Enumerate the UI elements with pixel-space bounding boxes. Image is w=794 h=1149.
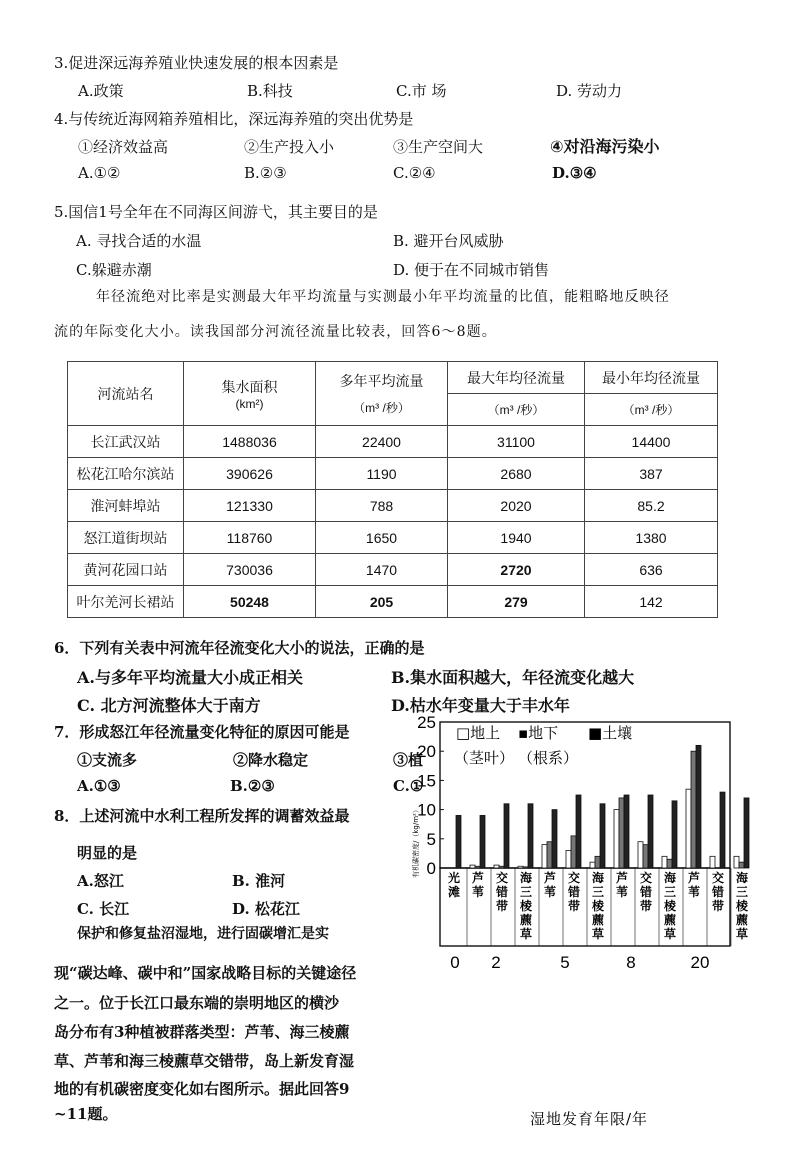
- cell-station: 黄河花园口站: [68, 554, 184, 586]
- runoff-table: [67, 361, 718, 618]
- bar-地上: [590, 862, 595, 868]
- q6-option-b[interactable]: B.集水面积越大，年径流变化越大: [391, 668, 635, 687]
- category-label-char: 错: [639, 885, 653, 899]
- y-tick-label: 0: [426, 859, 436, 878]
- category-label-char: 带: [567, 899, 581, 913]
- q3-option-d[interactable]: D. 劳动力: [556, 82, 623, 100]
- category-label-char: 带: [639, 899, 653, 913]
- q5-option-b[interactable]: B. 避开台风威胁: [393, 232, 504, 250]
- y-tick-label: 10: [417, 800, 436, 820]
- x-tick-label: 20: [690, 953, 710, 972]
- category-label-char: 芦: [471, 871, 485, 885]
- category-label-char: 海: [663, 871, 677, 885]
- bar-土壤: [456, 815, 461, 868]
- legend-underground: ▪地下: [518, 724, 559, 742]
- cell-station: 淮河蚌埠站: [68, 490, 184, 522]
- cell-area: 121330: [184, 490, 316, 522]
- cell-area: 50248: [184, 586, 316, 618]
- cell-avg: 22400: [316, 426, 448, 458]
- q8-option-d[interactable]: D. 松花江: [232, 900, 300, 918]
- x-axis-label: 湿地发育年限/年: [530, 1110, 649, 1128]
- q4-option-d[interactable]: D.③④: [552, 164, 597, 182]
- y-tick-label: 5: [426, 829, 436, 849]
- header-avg-label: 多年平均流量: [339, 374, 424, 390]
- q4-option-b[interactable]: B.②③: [244, 164, 287, 182]
- bar-地上: [494, 865, 499, 868]
- category-label-char: 三: [663, 885, 677, 899]
- bar-土壤: [504, 804, 509, 868]
- bar-土壤: [576, 795, 581, 868]
- header-area-unit: (km²): [235, 396, 264, 411]
- cell-min: 142: [585, 586, 718, 618]
- q4-stem: 4.与传统近海网箱养殖相比，深远海养殖的突出优势是: [54, 110, 414, 128]
- cell-max: 31100: [448, 426, 585, 458]
- bar-地下: [499, 866, 504, 868]
- category-label-char: 藨: [519, 913, 533, 927]
- category-label-char: 苇: [543, 885, 557, 899]
- header-min-unit: （m³ /秒）: [585, 394, 718, 426]
- cell-station: 长江武汉站: [68, 426, 184, 458]
- cell-max: 2680: [448, 458, 585, 490]
- category-label-char: 错: [567, 885, 581, 899]
- intro2-line-1: 保护和修复盐沼湿地，进行固碳增汇是实: [77, 926, 329, 942]
- y-tick-label: 15: [417, 771, 436, 791]
- category-label-char: 海: [591, 871, 605, 885]
- bar-地下: [643, 845, 648, 868]
- q8-option-b[interactable]: B. 淮河: [232, 872, 286, 890]
- cell-max: 1940: [448, 522, 585, 554]
- category-label-char: 草: [591, 927, 605, 941]
- category-label-char: 错: [711, 885, 725, 899]
- cell-avg: 205: [316, 586, 448, 618]
- bar-土壤: [528, 804, 533, 868]
- category-label-char: 带: [711, 899, 725, 913]
- cell-min: 85.2: [585, 490, 718, 522]
- category-label-char: 交: [495, 871, 509, 885]
- bar-地上: [686, 789, 691, 868]
- q6-option-d[interactable]: D.枯水年变量大于丰水年: [391, 696, 570, 715]
- header-area-label: 集水面积: [221, 379, 278, 396]
- q4-option-c[interactable]: C.②④: [393, 164, 436, 182]
- table-row: [68, 426, 718, 458]
- cell-min: 387: [585, 458, 718, 490]
- cell-max: 279: [448, 586, 585, 618]
- bar-土壤: [744, 798, 749, 868]
- bar-土壤: [648, 795, 653, 868]
- category-label-char: 三: [735, 885, 749, 899]
- q5-option-c[interactable]: C.躲避赤潮: [76, 261, 152, 279]
- q8-option-a[interactable]: A.怒江: [77, 872, 124, 890]
- header-avg: [316, 362, 448, 426]
- q8-option-c[interactable]: C. 长江: [77, 900, 130, 918]
- q5-stem: 5.国信1号全年在不同海区间游弋，其主要目的是: [54, 203, 378, 221]
- bar-地下: [571, 836, 576, 868]
- bar-地上: [542, 845, 547, 868]
- bar-地下: [523, 867, 528, 868]
- bar-地下: [739, 862, 744, 868]
- header-station: 河流站名: [68, 362, 184, 426]
- bar-地下: [667, 859, 672, 868]
- cell-min: 636: [585, 554, 718, 586]
- cell-area: 390626: [184, 458, 316, 490]
- category-label-char: 藨: [663, 913, 677, 927]
- category-label-char: 芦: [687, 871, 701, 885]
- bar-地下: [547, 842, 552, 868]
- bar-地上: [566, 850, 571, 868]
- legend-sub-underground: （根系）: [518, 749, 579, 767]
- q5-option-a[interactable]: A. 寻找合适的水温: [76, 232, 202, 250]
- header-max: 最大年均径流量: [448, 362, 585, 394]
- q6-option-c[interactable]: C. 北方河流整体大于南方: [77, 696, 261, 715]
- q4-option-a[interactable]: A.①②: [78, 164, 121, 182]
- intro-paragraph-line-1: 年径流绝对比率是实测最大年平均流量与实测最小年平均流量的比值，能粗略地反映径: [96, 289, 670, 305]
- category-label-char: 藨: [591, 913, 605, 927]
- q5-option-d[interactable]: D. 便于在不同城市销售: [393, 261, 550, 279]
- y-axis-label: 有机碳密度/（kg/m²）: [412, 806, 420, 878]
- intro2-line-2: 现“碳达峰、碳中和”国家战略目标的关键途径: [54, 964, 357, 982]
- bar-土壤: [480, 815, 485, 868]
- bar-地上: [470, 865, 475, 868]
- x-tick-label: 5: [560, 953, 570, 972]
- category-label-char: 苇: [687, 885, 701, 899]
- table-row: [68, 586, 718, 618]
- cell-area: 118760: [184, 522, 316, 554]
- bar-地下: [619, 798, 624, 868]
- legend-soil: ■土壤: [588, 724, 633, 742]
- q7-item-3: ③植: [393, 751, 424, 769]
- x-tick-label: 8: [626, 953, 636, 972]
- q6-option-a[interactable]: A.与多年平均流量大小成正相关: [77, 668, 303, 687]
- q3-stem: 3.促进深远海养殖业快速发展的根本因素是: [54, 54, 339, 72]
- category-label-char: 芦: [543, 871, 557, 885]
- category-label-char: 棱: [663, 899, 677, 913]
- cell-station: 怒江道街坝站: [68, 522, 184, 554]
- category-label-char: 草: [519, 927, 533, 941]
- cell-avg: 1470: [316, 554, 448, 586]
- header-avg-unit: （m³ /秒）: [353, 401, 410, 415]
- category-label-char: 棱: [591, 899, 605, 913]
- q7-item-1: ①支流多: [77, 751, 138, 769]
- category-label-char: 芦: [615, 871, 629, 885]
- category-label-char: 海: [735, 871, 749, 885]
- category-label-char: 交: [567, 871, 581, 885]
- bar-地上: [662, 856, 667, 868]
- bar-地上: [710, 856, 715, 868]
- category-label-char: 滩: [447, 885, 461, 899]
- q4-item-4: ④对沿海污染小: [550, 137, 660, 156]
- category-label-char: 苇: [615, 885, 629, 899]
- cell-avg: 1650: [316, 522, 448, 554]
- cell-max: 2020: [448, 490, 585, 522]
- q7-item-2: ②降水稳定: [233, 751, 309, 769]
- bar-土壤: [672, 801, 677, 868]
- q7-option-c[interactable]: C.①: [393, 777, 424, 795]
- category-label-char: 三: [591, 885, 605, 899]
- header-max-unit: （m³ /秒）: [448, 394, 585, 426]
- intro2-line-6: 地的有机碳密度变化如右图所示。据此回答9: [54, 1080, 350, 1098]
- category-label-char: 交: [639, 871, 653, 885]
- cell-station: 叶尔羌河长裙站: [68, 586, 184, 618]
- q7-stem: 7．形成怒江年径流量变化特征的原因可能是: [54, 723, 350, 741]
- table-row: [68, 490, 718, 522]
- category-label-char: 带: [495, 899, 509, 913]
- table-row: [68, 522, 718, 554]
- table-row: [68, 458, 718, 490]
- cell-min: 1380: [585, 522, 718, 554]
- bar-土壤: [720, 792, 725, 868]
- q4-item-2: ②生产投入小: [244, 138, 335, 156]
- intro2-line-5: 草、芦苇和海三棱藨草交错带，岛上新发育湿: [54, 1052, 355, 1070]
- legend-ground: □地上: [456, 724, 501, 742]
- q7-option-a[interactable]: A.①③: [77, 777, 121, 795]
- q3-option-a[interactable]: A.政策: [78, 82, 124, 100]
- category-label-char: 棱: [735, 899, 749, 913]
- category-label-char: 棱: [519, 899, 533, 913]
- category-label-char: 交: [711, 871, 725, 885]
- q8-stem: 8．上述河流中水利工程所发挥的调蓄效益最: [54, 807, 350, 825]
- legend-sub-ground: （茎叶）: [454, 749, 515, 767]
- x-tick-label: 2: [491, 953, 501, 972]
- cell-area: 730036: [184, 554, 316, 586]
- category-label-char: 苇: [471, 885, 485, 899]
- intro2-line-7: ~11题。: [54, 1105, 118, 1123]
- carbon-density-chart: [410, 708, 750, 1128]
- category-label-char: 光: [447, 871, 461, 885]
- bar-土壤: [696, 745, 701, 868]
- y-tick-label: 20: [417, 742, 436, 762]
- q4-item-3: ③生产空间大: [393, 138, 484, 156]
- table-row: [68, 554, 718, 586]
- category-label-char: 草: [735, 927, 749, 941]
- intro2-line-3: 之一。位于长江口最东端的崇明地区的横沙: [54, 994, 340, 1012]
- cell-station: 松花江哈尔滨站: [68, 458, 184, 490]
- header-area: [184, 362, 316, 426]
- intro2-line-4: 岛分布有3种植被群落类型：芦苇、海三棱藨: [54, 1023, 350, 1041]
- category-label-char: 海: [519, 871, 533, 885]
- q4-item-1: ①经济效益高: [78, 138, 169, 156]
- x-tick-label: 0: [450, 953, 460, 972]
- q6-stem: 6．下列有关表中河流年径流变化大小的说法，正确的是: [54, 639, 425, 657]
- q3-option-c[interactable]: C.市 场: [396, 82, 447, 100]
- category-label-char: 草: [663, 927, 677, 941]
- bar-地上: [614, 810, 619, 868]
- category-label-char: 三: [519, 885, 533, 899]
- bar-地上: [518, 866, 523, 868]
- bar-地下: [475, 866, 480, 868]
- header-min: 最小年均径流量: [585, 362, 718, 394]
- q8-stem-cont: 明显的是: [77, 844, 138, 862]
- cell-min: 14400: [585, 426, 718, 458]
- category-label-char: 错: [495, 885, 509, 899]
- bar-地上: [638, 842, 643, 868]
- intro-paragraph-line-2: 流的年际变化大小。读我国部分河流径流量比较表，回答6～8题。: [54, 324, 497, 340]
- y-tick-label: 25: [417, 713, 436, 732]
- cell-avg: 788: [316, 490, 448, 522]
- bar-土壤: [600, 804, 605, 868]
- cell-max: 2720: [448, 554, 585, 586]
- bar-地下: [691, 751, 696, 868]
- bar-地下: [595, 856, 600, 868]
- cell-avg: 1190: [316, 458, 448, 490]
- bar-土壤: [624, 795, 629, 868]
- cell-area: 1488036: [184, 426, 316, 458]
- bar-土壤: [552, 810, 557, 868]
- bar-地上: [734, 856, 739, 868]
- category-label-char: 藨: [735, 913, 749, 927]
- q3-option-b[interactable]: B.科技: [247, 82, 293, 100]
- q7-option-b[interactable]: B.②③: [230, 777, 275, 795]
